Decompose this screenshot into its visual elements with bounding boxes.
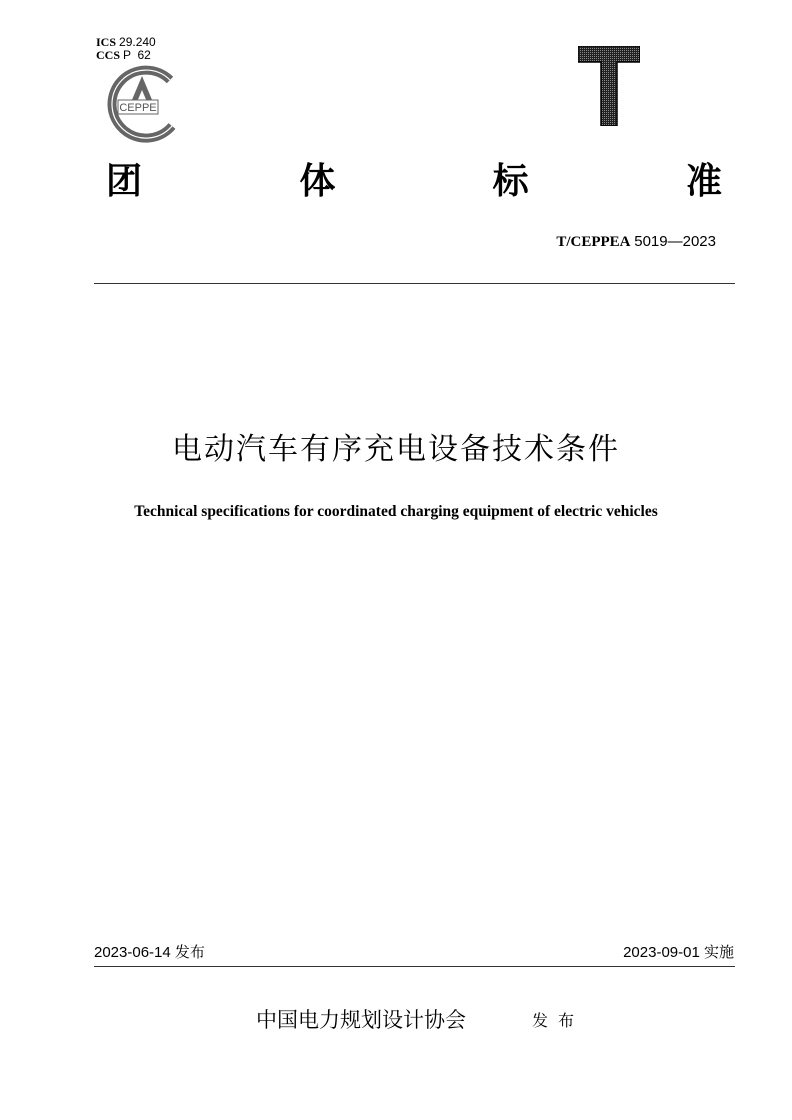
logo-text: CEPPE [119, 102, 157, 114]
issue-date-label: 发布 [174, 943, 205, 961]
implement-date-label: 实施 [703, 943, 734, 961]
ics-value: 29.240 [119, 35, 156, 49]
title-chinese: 电动汽车有序充电设备技术条件 [172, 432, 620, 467]
publisher-name: 中国电力规划设计协会 [256, 1008, 466, 1032]
top-divider [94, 283, 735, 284]
standard-type-heading [104, 160, 724, 204]
standard-type-char: 准 [685, 161, 722, 202]
classification-codes [96, 36, 156, 62]
issue-date [94, 942, 205, 963]
title-english: Technical specifications for coordinated charging equipment of electric vehicles [134, 503, 658, 520]
implement-date-value: 2023-09-01 [623, 944, 700, 961]
publish-label: 发布 [532, 1011, 585, 1030]
ccs-value: P 62 [123, 48, 151, 62]
bottom-divider [94, 966, 735, 967]
ccs-label: CCS [96, 48, 121, 62]
standard-code-prefix: T/CEPPEA [556, 234, 631, 250]
standard-code [556, 232, 716, 252]
issue-date-value: 2023-06-14 [94, 944, 171, 961]
standard-type-char: 标 [492, 161, 529, 202]
ccs-line [96, 49, 156, 62]
implement-date [623, 942, 734, 963]
standard-type-char: 体 [299, 161, 336, 202]
standard-code-number: 5019—2023 [634, 233, 716, 250]
standard-type-char: 团 [105, 161, 142, 202]
ceppea-logo [100, 62, 184, 146]
category-letter-t [578, 46, 640, 126]
ics-label: ICS [96, 35, 117, 49]
